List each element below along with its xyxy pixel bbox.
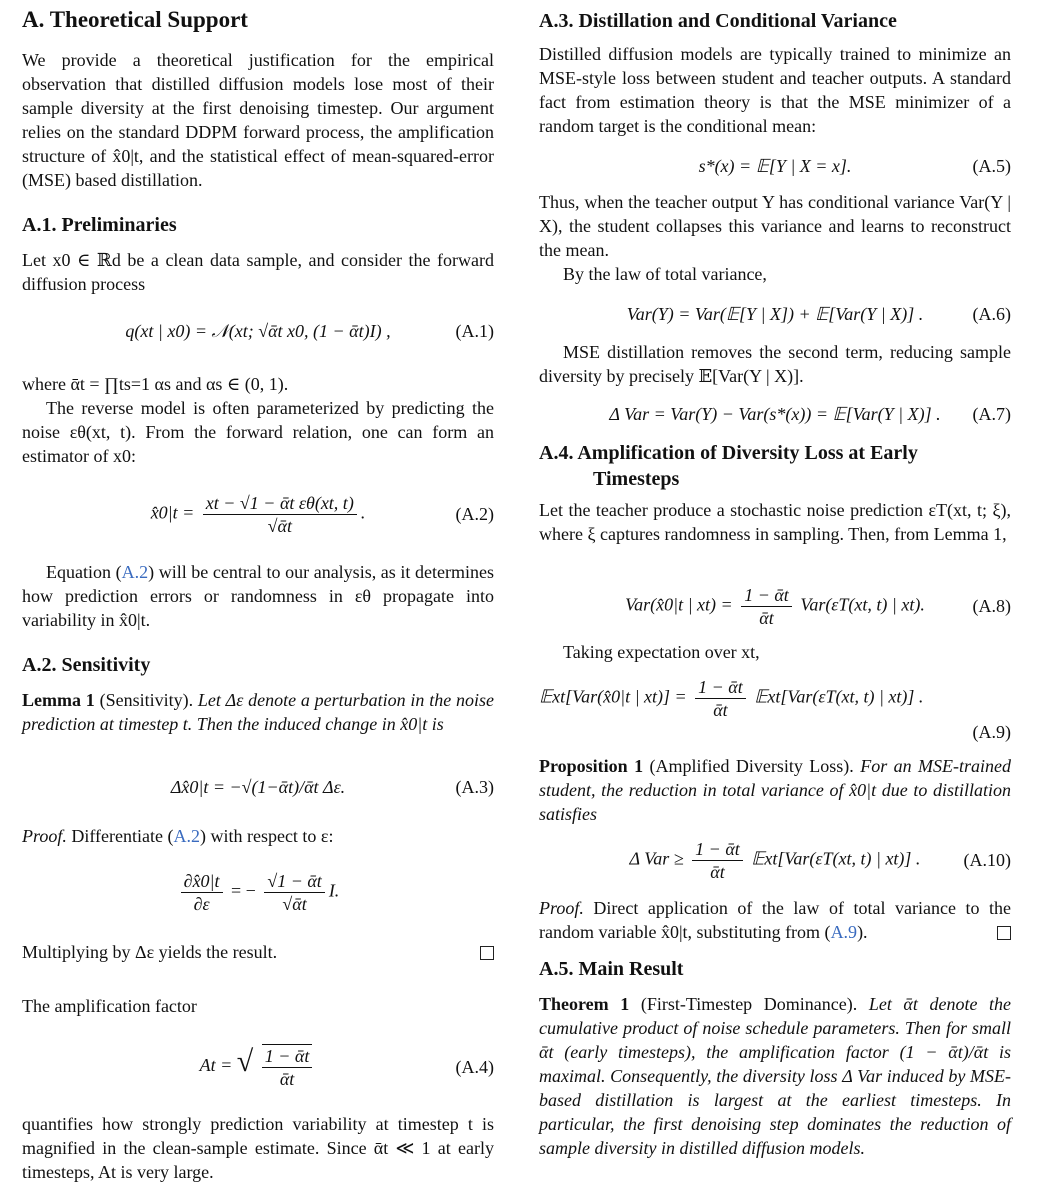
prop-statement: For an MSE-trained student, the reduction in total variance of x̂0|t due to distillation satisfies bbox=[539, 756, 1011, 824]
section-title: A. Theoretical Support bbox=[22, 7, 248, 32]
equation-a2-fraction bbox=[203, 492, 357, 537]
proof-proposition bbox=[539, 896, 1011, 944]
derivative-rhs-bottom: √ᾱt bbox=[282, 893, 307, 914]
law-text: By the law of total variance, bbox=[563, 264, 767, 284]
equation-a10-fraction bbox=[692, 838, 743, 883]
equation-a8-fraction bbox=[741, 584, 792, 629]
text-segment: ) with respect to ε: bbox=[199, 826, 334, 846]
text-segment: Direct application of the law of total variance to the random variable x̂0|t, substituting from ( bbox=[539, 898, 1011, 942]
equation-a6 bbox=[539, 300, 1011, 328]
amp-text: The amplification factor bbox=[22, 996, 197, 1016]
a3-heading: A.3. Distillation and Conditional Variance bbox=[539, 10, 897, 32]
equation-a8-number: (A.8) bbox=[972, 596, 1011, 616]
equation-a4-number: (A.4) bbox=[455, 1057, 494, 1077]
equation-a5 bbox=[539, 152, 1011, 180]
equation-a10 bbox=[539, 834, 1011, 886]
ref-link-a9[interactable]: A.9 bbox=[830, 922, 858, 942]
lemma-label: Lemma 1 bbox=[22, 690, 95, 710]
derivative-lhs-bottom: ∂ε bbox=[193, 893, 210, 914]
equation-a1-number: (A.1) bbox=[455, 321, 494, 341]
a1-heading: A.1. Preliminaries bbox=[22, 214, 177, 236]
a4-heading bbox=[539, 440, 1011, 492]
equation-a2-denominator: √ᾱt bbox=[267, 515, 292, 536]
equation-a10-bottom: ᾱt bbox=[710, 861, 725, 882]
qed-box-icon bbox=[997, 926, 1011, 940]
equals-sign: = − bbox=[231, 880, 256, 901]
multiply-text: Multiplying by Δε yields the result. bbox=[22, 942, 278, 962]
thm-name: (First-Timestep Dominance). bbox=[629, 994, 869, 1014]
text-segment: Differentiate ( bbox=[66, 826, 174, 846]
equation-a8-top: 1 − ᾱt bbox=[741, 584, 792, 607]
equation-a9-bottom: ᾱt bbox=[713, 699, 728, 720]
ref-link-a2[interactable]: A.2 bbox=[121, 562, 149, 582]
closing-paragraph: quantifies how strongly prediction variability at timestep t is magnified in the clean-sample estimate. Since ᾱt ≪ 1 at early timesteps, At is very large. bbox=[22, 1114, 494, 1182]
equation-a8-bottom: ᾱt bbox=[759, 607, 774, 628]
a3-paragraph: Distilled diffusion models are typically trained to minimize an MSE-style loss between student and teacher outputs. A standard fact from estimation theory is that the MSE minimizer of a random target is the conditional mean: bbox=[539, 44, 1011, 136]
equation-a9-number: (A.9) bbox=[972, 722, 1011, 742]
equation-a8 bbox=[539, 580, 1011, 632]
equation-a1 bbox=[22, 316, 494, 346]
equation-a10-lhs: Δ Var ≥ bbox=[629, 848, 684, 869]
equation-a1-body: q(xt | x0) = 𝒩(xt; √ᾱt x0, (1 − ᾱt)I) , bbox=[125, 321, 391, 341]
derivative-rhs bbox=[264, 870, 324, 915]
text-segment: ) will be central to our analysis, as it determines how prediction errors or randomness in εθ propagate into variability in x̂0|t. bbox=[22, 562, 494, 630]
equation-a7-body: Δ Var = Var(Y) − Var(s*(x)) = 𝔼[Var(Y | X)] . bbox=[609, 404, 941, 424]
derivative-lhs bbox=[181, 870, 223, 915]
equation-a2-numerator: xt − √1 − ᾱt εθ(xt, t) bbox=[203, 492, 357, 515]
equation-a4 bbox=[22, 1040, 494, 1094]
intro-paragraph: We provide a theoretical justification for the empirical observation that distilled diffusion models lose most of their sample diversity at the first denoising timestep. Our argument relies on the standard DDPM forward process, the amplification structure of x̂0|t, and the statistical effect of mean-squared-error (MSE) based distillation. bbox=[22, 50, 494, 190]
equation-a4-top: 1 − ᾱt bbox=[262, 1045, 313, 1068]
a4-heading-line1: A.4. Amplification of Diversity Loss at Early bbox=[539, 442, 918, 464]
text-segment: ). bbox=[857, 922, 868, 942]
sqrt-icon: √ bbox=[236, 1045, 254, 1079]
a4-paragraph: Let the teacher produce a stochastic noise prediction εT(xt, t; ξ), where ξ captures randomness in sampling. Then, from Lemma 1, bbox=[539, 500, 1011, 544]
thm-statement: Let ᾱt denote the cumulative product of noise schedule parameters. Then for small ᾱt (early timesteps), the amplification factor (1 − ᾱt)/ᾱt is maximal. Consequently, the diversity loss Δ Var induced by MSE-based distillation is largest at the earliest timesteps. In particular, the first denoising step dominates the reduction of sample diversity in distilled diffusion models. bbox=[539, 994, 1012, 1158]
equation-a9-rhs: 𝔼xt[Var(εT(xt, t) | xt)] . bbox=[754, 686, 924, 707]
equation-derivative: $\frac{\partial x̂0|t}{\partial\varepsilon}$ = − $\frac{\text{√1 − ᾱt}}{\text{√ᾱt}}$ I. bbox=[22, 866, 494, 918]
derivative-lhs-top: ∂x̂0|t bbox=[181, 870, 223, 893]
equation-a4-fraction bbox=[262, 1044, 313, 1090]
equation-a10-top: 1 − ᾱt bbox=[692, 838, 743, 861]
proposition-1 bbox=[539, 754, 1011, 826]
reverse-paragraph: The reverse model is often parameterized by predicting the noise εθ(xt, t). From the forward relation, one can form an estimator of x0: bbox=[22, 398, 494, 466]
prop-name: (Amplified Diversity Loss). bbox=[643, 756, 861, 776]
equation-a9 bbox=[539, 672, 1011, 724]
equation-a8-lhs: Var(x̂0|t | xt) = bbox=[625, 594, 733, 615]
equation-a10-number: (A.10) bbox=[963, 850, 1011, 870]
equation-a9-top: 1 − ᾱt bbox=[695, 676, 746, 699]
equation-a8-rhs: Var(εT(xt, t) | xt). bbox=[800, 594, 925, 615]
equation-a6-number: (A.6) bbox=[972, 304, 1011, 324]
qed-box-icon bbox=[480, 946, 494, 960]
proof-label: Proof. bbox=[22, 826, 67, 846]
equation-a4-bottom: ᾱt bbox=[279, 1069, 295, 1089]
ref-link-a2-proof[interactable]: A.2 bbox=[173, 826, 200, 846]
theorem-1 bbox=[539, 992, 1011, 1160]
equation-a3-number: (A.3) bbox=[455, 777, 494, 797]
equation-a5-body: s*(x) = 𝔼[Y | X = x]. bbox=[698, 156, 852, 176]
a4-heading-line2: Timesteps bbox=[593, 468, 680, 490]
lemma-statement: Let Δε denote a perturbation in the noise prediction at timestep t. Then the induced change in x̂0|t is bbox=[22, 690, 494, 734]
derivative-rhs-top: √1 − ᾱt bbox=[264, 870, 324, 893]
equation-a2-lhs: x̂0|t = bbox=[150, 502, 195, 523]
lemma-name: (Sensitivity). bbox=[94, 690, 198, 710]
thm-label: Theorem 1 bbox=[539, 994, 630, 1014]
equation-a10-rhs: 𝔼xt[Var(εT(xt, t) | xt)] . bbox=[751, 848, 921, 869]
mse-paragraph: MSE distillation removes the second term, reducing sample diversity by precisely 𝔼[Var(Y | X)]. bbox=[539, 342, 1011, 386]
a2-heading: A.2. Sensitivity bbox=[22, 654, 151, 676]
lemma-1 bbox=[22, 688, 494, 736]
prop-label: Proposition 1 bbox=[539, 756, 644, 776]
equation-a3-body: Δx̂0|t = −√(1−ᾱt)/ᾱt Δε. bbox=[170, 777, 346, 797]
proof-label: Proof. bbox=[539, 898, 584, 918]
equation-a9-lhs: 𝔼xt[Var(x̂0|t | xt)] = bbox=[539, 686, 687, 707]
equation-a3 bbox=[22, 772, 494, 802]
text-segment: Equation ( bbox=[46, 562, 122, 582]
equation-a7 bbox=[539, 400, 1011, 428]
a1-paragraph: Let x0 ∈ ℝd be a clean data sample, and consider the forward diffusion process bbox=[22, 250, 494, 294]
equation-a9-fraction bbox=[695, 676, 746, 721]
proof-lemma bbox=[22, 824, 494, 848]
where-text: where ᾱt = ∏ts=1 αs and αs ∈ (0, 1). bbox=[22, 374, 289, 394]
equation-a7-number: (A.7) bbox=[972, 404, 1011, 424]
equation-a6-body: Var(Y) = Var(𝔼[Y | X]) + 𝔼[Var(Y | X)] . bbox=[626, 304, 924, 324]
equation-a2-number: (A.2) bbox=[455, 504, 494, 524]
thus-paragraph: Thus, when the teacher output Y has conditional variance Var(Y | X), the student collapses this variance and learns to reconstruct the mean. bbox=[539, 192, 1011, 260]
a5-heading: A.5. Main Result bbox=[539, 958, 684, 980]
equation-a4-lhs: At = bbox=[199, 1055, 233, 1076]
eq-a2-discussion bbox=[22, 560, 494, 632]
equation-a2: x̂0|t = $\frac{\text{xt − √1 − ᾱt εθ(xt, t)}}{\text{√ᾱt}}$ . (A.2) bbox=[150, 492, 494, 536]
equation-a5-number: (A.5) bbox=[972, 156, 1011, 176]
taking-text: Taking expectation over xt, bbox=[563, 642, 760, 662]
